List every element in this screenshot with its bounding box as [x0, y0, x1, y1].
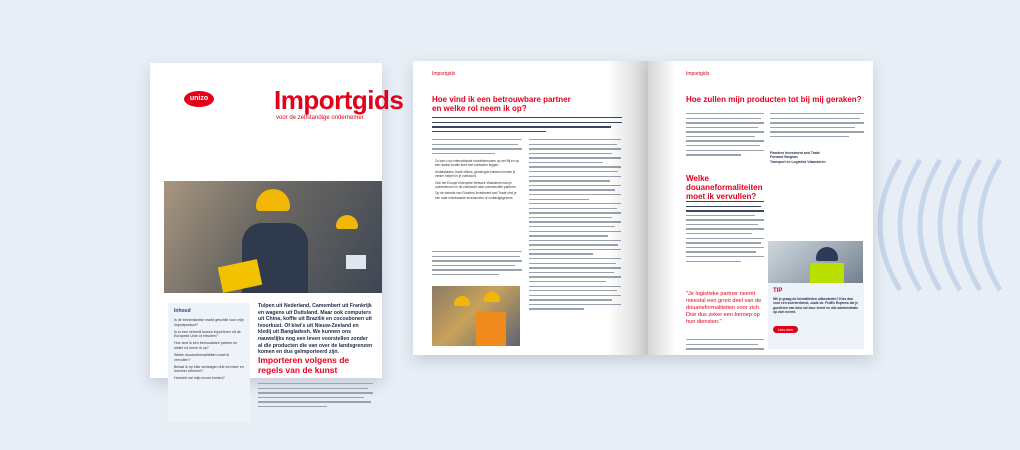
body-text-col1 — [432, 139, 522, 157]
bullet-item: Zo kan u uw internationale handelsbeurzen op het Bij en op een aantal locatie kunt met contacten leggen. — [435, 159, 519, 168]
running-head: Importgids — [432, 71, 456, 77]
cover-subtitle: voor de zelfstandige ondernemer — [276, 115, 364, 121]
running-head: Importgids — [686, 71, 710, 77]
cover-title: Importgids — [274, 85, 404, 115]
section-heading: Hoe vind ik een betrouwbare partner en welke rol neem ik op? — [432, 95, 571, 113]
link-item[interactable]: Forward Belgium — [770, 155, 798, 160]
cover-body-text — [258, 383, 373, 410]
body-text-col1-lower — [686, 201, 764, 265]
body-text-col1-bottom — [686, 339, 764, 353]
link-item[interactable]: Flanders Investment and Trade — [770, 151, 820, 155]
spread-left-page — [413, 61, 648, 355]
cover-intro-text: Tulpen uit Nederland, Camembert uit Frankrijk en wagens uit Duitsland. Maar ook computers uit China, koffie uit Brazilië en cocosbonen uit Ivoorkust. Of kiwi's uit Nieuw-Zeeland en kledij uit Bangladesh. We kunnen ons nauwelijks nog een leven voorstellen zonder al die producten die van over de landsgrenzen komen en dus geïmporteerd zijn. — [258, 303, 373, 356]
unizo-logo: unizo — [184, 91, 214, 107]
toc-item: Is er een verschil tussen importeren uit de Europese Unie of erbuiten? — [174, 329, 241, 339]
toc-item: Welke douaneformaliteiten moet ik vervullen? — [174, 353, 230, 362]
toc-heading: Inhoud — [174, 308, 191, 314]
body-text-col2 — [770, 113, 864, 140]
tip-label: TIP — [773, 288, 783, 294]
lead-paragraph — [432, 117, 622, 135]
body-text-col1 — [686, 113, 764, 159]
bullet-item: Op de website van Flanders Investment and Trade vind je een naar interessante leveranciers of contactgegevens. — [435, 191, 517, 200]
table-of-contents — [168, 303, 250, 423]
tip-read-more-button[interactable]: Lees meer — [773, 326, 798, 333]
toc-item: Hoe vind ik een betrouwbare partner en welke rol neem ik op? — [174, 341, 238, 350]
toc-item: Hoeveel zal mijn invoer kosten? — [174, 376, 225, 381]
workers-photo — [432, 286, 520, 346]
cover-page — [150, 63, 404, 381]
link-item[interactable]: Transport en Logistiek Vlaanderen — [770, 159, 826, 164]
spread-right-page — [648, 61, 873, 355]
bullet-list — [435, 159, 521, 202]
section-heading-2: Welke douaneformaliteiten moet ik vervullen? — [686, 174, 763, 201]
toc-item: Is de binnenlandse markt geschikt voor mijn importproduct? — [174, 318, 244, 327]
bullet-item: Ook het Europe Enterprise Network Vlaanderen kan je ondersteunen in de zoektocht naar commerciële partners. — [435, 180, 517, 190]
tip-box — [768, 283, 864, 349]
body-text-col1-lower — [432, 251, 522, 278]
cover-section-heading: Importeren volgens de regels van de kunst — [258, 355, 350, 375]
pull-quote: "Je logistieke partner neemt meestal een groot deel van de douaneformaliteiten voor zich. Doe dus zeker een beroep op hun diensten." — [686, 291, 762, 325]
tip-question: Wil je graag de formaliteiten uitbesteden? Kies dan voor een koerierdienst, zoals vb. FedEx Express die je goederen van deur tot deur levert en alle administratie op zich neemt. — [773, 297, 859, 315]
link-list — [770, 151, 864, 164]
toc-item: Betaal ik op elke verdragen drie tot meer en hoeveer rekenen? — [174, 364, 244, 374]
section-heading: Hoe zullen mijn producten tot bij mij geraken? — [686, 95, 862, 104]
cover-photo-worker — [164, 181, 382, 293]
bullet-item: Ambassades, trade offices, gemengde kamers kunnen je verder helpen in je zoektocht. — [435, 169, 516, 179]
